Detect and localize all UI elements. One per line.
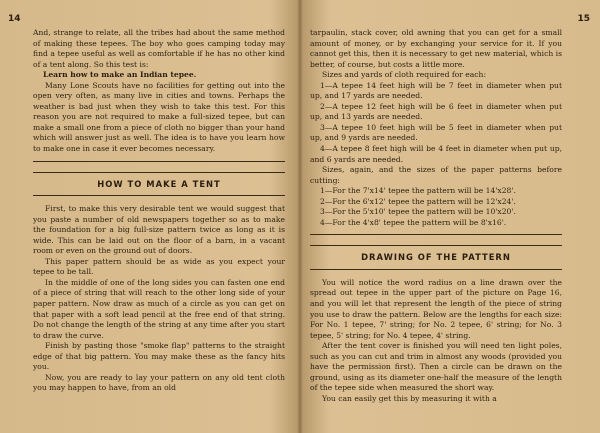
right-page xyxy=(300,0,600,433)
right-paragraph: You will notice the word radius on a line drawn over the spread out tepee in the upper part of the picture on Page 16, and you will let that represent the length of the piece of string you use to draw the pattern. Below are the lengths for each size: For No. 1 tepee, 7' string; for No. 2 tepee, 6' string; for No. 3 tepee, 5' string; for No. 4 tepee, 4' string. xyxy=(310,277,562,340)
right-page-text xyxy=(310,28,562,405)
size-item: 4—A tepee 8 feet high will be 4 feet in diameter when put up, and 6 yards are needed. xyxy=(310,144,562,164)
right-paragraph: You can easily get this by measuring it with a xyxy=(322,393,497,403)
left-paragraph: In the middle of one of the long sides you can fasten one end of a piece of string that will reach to the other long side of your paper pattern. Now draw as much of a circle as you can get on that paper with a soft lead pencil at the free end of that string. Do not change the length of the string at any time after you start to draw the curve. xyxy=(33,277,285,340)
size-item: 1—A tepee 14 feet high will be 7 feet in diameter when put up, and 17 yards are needed. xyxy=(310,80,562,101)
size-item: 3—A tepee 10 feet high will be 5 feet in diameter when put up, and 9 yards are needed. xyxy=(310,122,562,143)
left-paragraph: This paper pattern should be as wide as you expect your tepee to be tall. xyxy=(33,256,285,277)
left-intro: And, strange to relate, all the tribes had about the same method of making these tepees. The boy who goes camping today may find a tepee useful as well as comfortable if he has no other kind of a tent along. So this test is: xyxy=(33,28,285,69)
left-paragraph: Finish by pasting those "smoke flap" patterns to the straight edge of that big pattern. You may make these as the fancy hits you. xyxy=(33,341,285,372)
sizes-intro: Sizes and yards of cloth required for each: xyxy=(322,70,487,80)
pattern-item: 2—For the 6'x12' tepee the pattern will be 12'x24'. xyxy=(320,196,516,206)
section-heading-how-to-make-a-tent: HOW TO MAKE A TENT xyxy=(33,172,285,197)
test-title: Learn how to make an Indian tepee. xyxy=(43,70,197,80)
right-intro: tarpaulin, stack cover, old awning that you can get for a small amount of money, or by exchanging your service for it. If you cannot get this, then it is necessary to get new material, which is better, of course, but costs a little more. xyxy=(310,28,562,69)
pattern-intro: Sizes, again, and the sizes of the paper patterns before cutting: xyxy=(310,165,562,185)
page-number-right: 15 xyxy=(577,14,590,24)
section-heading-drawing-of-the-pattern: DRAWING OF THE PATTERN xyxy=(310,245,562,270)
page-number-left: 14 xyxy=(8,14,21,24)
left-paragraph: First, to make this very desirable tent we would suggest that you paste a number of old newspapers together so as to make the foundation for a big full-size pattern twice as long as it is wide. This can be laid out on the floor of a barn, in a vacant room or even on the ground out of doors. xyxy=(33,204,285,256)
pattern-item: 1—For the 7'x14' tepee the pattern will be 14'x28'. xyxy=(320,186,516,196)
right-paragraph: After the tent cover is finished you will need ten light poles, such as you can cut and trim in almost any woods (provided you have the permission first). Then a circle can be drawn on the ground, using as its diameter one-half the measure of the length of the tepee side when measured the short way. xyxy=(310,341,562,393)
divider xyxy=(310,234,562,235)
size-item: 2—A tepee 12 feet high will be 6 feet in diameter when put up, and 13 yards are needed. xyxy=(310,101,562,122)
divider xyxy=(33,161,285,162)
left-paragraph: Now, you are ready to lay your pattern on any old tent cloth you may happen to have, from an old xyxy=(33,372,285,393)
left-page-text xyxy=(33,28,285,394)
pattern-item: 3—For the 5'x10' tepee the pattern will be 10'x20'. xyxy=(320,207,516,217)
left-intro-2: Many Lone Scouts have no facilities for getting out into the open very often, as many live in cities and towns. Perhaps the weather is bad just when they wish to take this test. For this reason you are not required to make a full-sized tepee, but can make a small one from a piece of cloth no bigger than your hand which will answer just as well. The idea is to have you learn how to make one in case it ever becomes necessary. xyxy=(33,80,285,154)
pattern-item: 4—For the 4'x8' tepee the pattern will be 8'x16'. xyxy=(320,217,507,227)
